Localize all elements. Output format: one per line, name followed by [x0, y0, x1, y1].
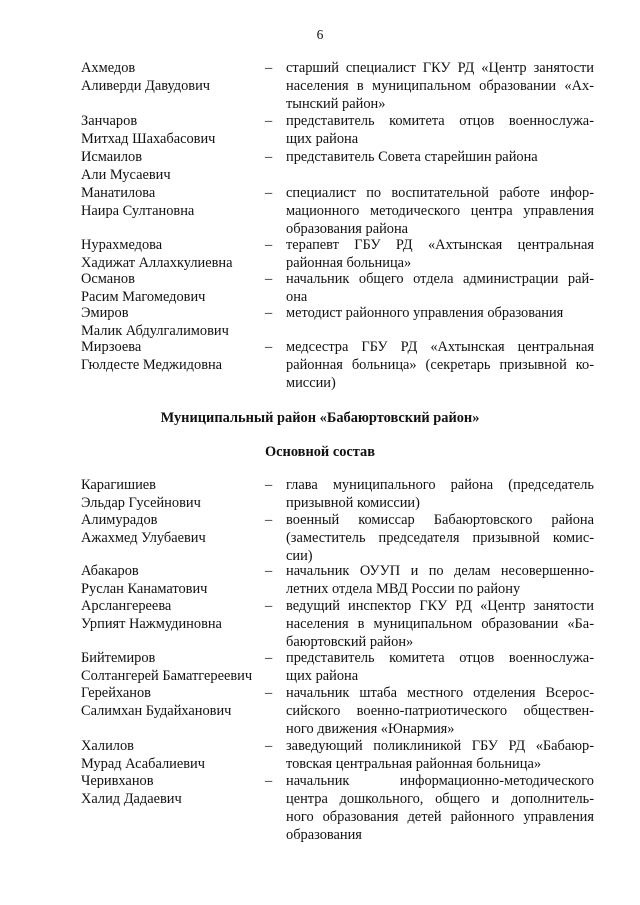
member-role: глава муниципального района (председатель призывной комиссии): [286, 477, 594, 511]
member-role: ведущий инспектор ГКУ РД «Центр занятости населения в муниципальном образовании «Ба- баюртовский район»: [286, 598, 594, 650]
dash: –: [265, 60, 273, 76]
member-name: Ахмедов Аливерди Давудович: [81, 60, 211, 94]
dash: –: [265, 512, 273, 528]
member-role: начальник информационно-методического центра дошкольного, общего и дополнитель- ного образования детей районного управления образования: [286, 773, 594, 843]
member-name: Бийтемиров Солтангерей Баматгереевич: [81, 650, 253, 684]
member-name: Исмаилов Али Мусаевич: [81, 149, 171, 183]
member-role: начальник штаба местного отделения Всерос- сийского военно-патриотического обществен- ного движения «Юнармия»: [286, 685, 594, 737]
member-role: специалист по воспитательной работе инфор- мационного методического центра управления образования района: [286, 185, 594, 237]
dash: –: [265, 773, 273, 789]
member-role: представитель комитета отцов военнослужа- щих района: [286, 113, 594, 147]
member-name: Черивханов Халид Дадаевич: [81, 773, 182, 807]
member-name: Арслангереева Урпият Нажмудиновна: [81, 598, 222, 632]
dash: –: [265, 271, 273, 287]
member-name: Герейханов Салимхан Будайханович: [81, 685, 232, 719]
member-role: медсестра ГБУ РД «Ахтынская центральная районная больница» (секретарь призывной ко- миссии): [286, 339, 594, 391]
member-name: Манатилова Наира Султановна: [81, 185, 195, 219]
member-name: Мирзоева Гюлдесте Меджидовна: [81, 339, 223, 373]
subsection-heading: Основной состав: [264, 444, 376, 460]
member-role: военный комиссар Бабаюртовского района (заместитель председателя призывной комис- сии): [286, 512, 594, 564]
dash: –: [265, 305, 273, 321]
member-role: представитель комитета отцов военнослужа- щих района: [286, 650, 594, 684]
dash: –: [265, 738, 273, 754]
dash: –: [265, 598, 273, 614]
dash: –: [265, 650, 273, 666]
member-role: начальник общего отдела администрации рай- она: [286, 271, 594, 305]
dash: –: [265, 685, 273, 701]
section-heading: Муниципальный район «Бабаюртовский район»: [160, 410, 480, 426]
member-name: Занчаров Митхад Шахабасович: [81, 113, 216, 147]
dash: –: [265, 339, 273, 355]
member-role: заведующий поликлиникой ГБУ РД «Бабаюр- товская центральная районная больница»: [286, 738, 594, 772]
dash: –: [265, 563, 273, 579]
dash: –: [265, 477, 273, 493]
member-name: Алимурадов Ажахмед Улубаевич: [81, 512, 206, 546]
member-name: Карагишиев Эльдар Гусейнович: [81, 477, 201, 511]
member-name: Нурахмедова Хадижат Аллахкулиевна: [81, 237, 233, 271]
member-role: представитель Совета старейшин района: [286, 149, 538, 165]
member-role: методист районного управления образования: [286, 305, 564, 321]
member-name: Абакаров Руслан Канаматович: [81, 563, 208, 597]
member-role: начальник ОУУП и по делам несовершенно- летних отдела МВД России по району: [286, 563, 594, 597]
dash: –: [265, 149, 273, 165]
member-name: Османов Расим Магомедович: [81, 271, 206, 305]
dash: –: [265, 185, 273, 201]
dash: –: [265, 113, 273, 129]
member-role: терапевт ГБУ РД «Ахтынская центральная районная больница»: [286, 237, 594, 271]
member-name: Халилов Мурад Асабалиевич: [81, 738, 205, 772]
page-number: 6: [316, 27, 324, 42]
member-name: Эмиров Малик Абдулгалимович: [81, 305, 229, 339]
member-role: старший специалист ГКУ РД «Центр занятости населения в муниципальном образовании «Ах- тынский район»: [286, 60, 594, 112]
dash: –: [265, 237, 273, 253]
